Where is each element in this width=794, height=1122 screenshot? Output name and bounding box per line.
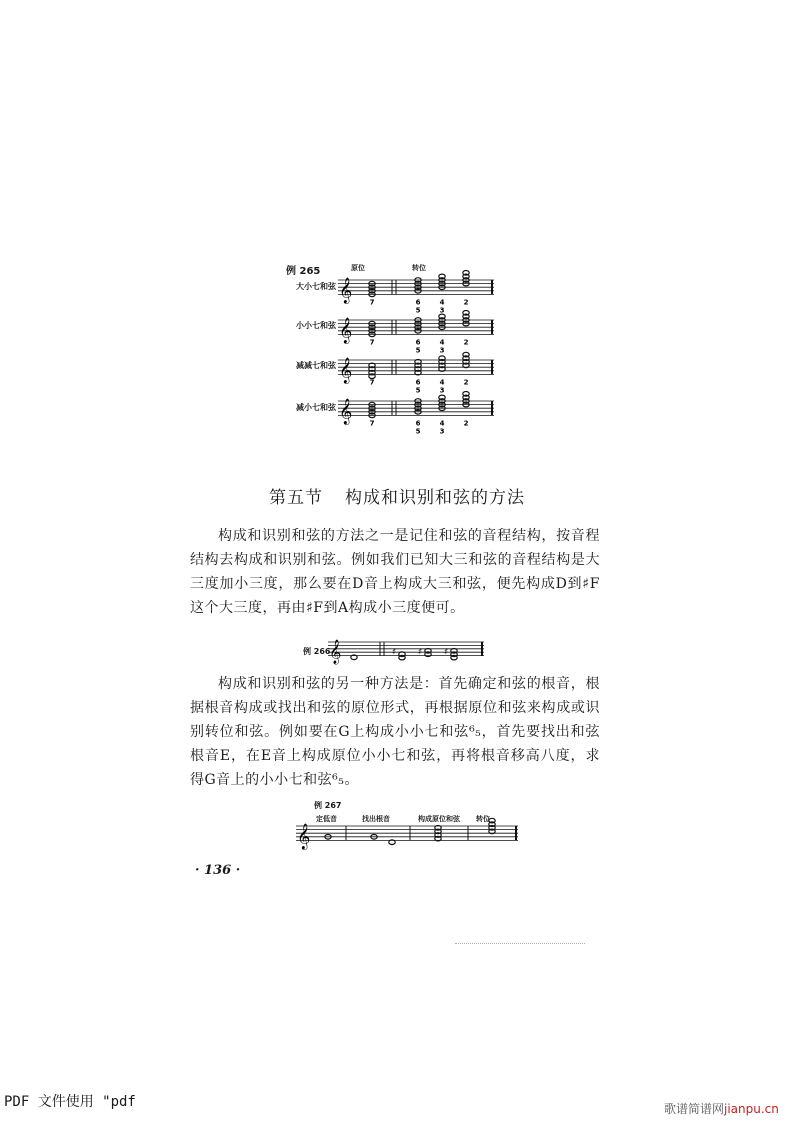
step-4-label: 转位 — [476, 815, 490, 823]
figured-bass-number: 5 — [415, 427, 421, 436]
paragraph-2: 构成和识别和弦的另一种方法是：首先确定和弦的根音，根据根音构成或找出和弦的原位形式，再根据原位和弦来构成或识别转位和弦。例如要在G上构成小小七和弦⁶₅，首先要找出和弦根音E，在E音上构成原位小小七和弦，再将根音移高八度，求得G音上的小小七和弦⁶₅。 — [190, 676, 600, 788]
figured-bass-number: 4 — [439, 419, 445, 428]
treble-clef-icon: 𝄞 — [297, 823, 311, 850]
faint-marks — [455, 943, 585, 945]
figured-bass-number: 6 — [415, 298, 421, 307]
section-heading — [0, 483, 794, 508]
example-267-label: 例 267 — [314, 801, 342, 810]
figured-bass-number: 6 — [415, 378, 421, 387]
figured-bass-number: 5 — [415, 346, 421, 355]
figured-bass-number: 3 — [439, 306, 445, 315]
figured-bass-number: 4 — [439, 298, 445, 307]
figured-bass-number: 7 — [369, 378, 375, 387]
paragraph-1: 构成和识别和弦的方法之一是记住和弦的音程结构，按音程结构去构成和识别和弦。例如我们已知大三和弦的音程结构是大三度加小三度，那么要在D音上构成大三和弦，便先构成D到♯F这个大三度，再由♯F到A构成小三度便可。 — [190, 528, 600, 616]
sharp-icon: ♯ — [418, 647, 423, 658]
figured-bass-number: 2 — [463, 338, 469, 347]
treble-clef-icon: 𝄞 — [339, 357, 353, 384]
row-label-diminished-seventh: 减减七和弦 — [296, 361, 336, 370]
figured-bass-number: 2 — [463, 378, 469, 387]
example-266-label: 例 266 — [303, 647, 331, 656]
example-267-staff — [296, 822, 522, 854]
figured-bass-number: 5 — [415, 386, 421, 395]
sharp-icon: ♯ — [392, 647, 397, 658]
figured-bass-number: 5 — [415, 306, 421, 315]
example-265-staves — [338, 270, 498, 440]
treble-clef-icon: 𝄞 — [339, 317, 353, 344]
treble-clef-icon: 𝄞 — [339, 398, 353, 425]
figured-bass-number: 4 — [439, 338, 445, 347]
col-inversions-label: 转位 — [412, 264, 426, 272]
example-265-label: 例 265 — [286, 266, 321, 277]
step-3-label: 构成原位和弦 — [418, 815, 460, 823]
figured-bass-number: 7 — [369, 338, 375, 347]
sharp-icon: ♯ — [444, 647, 449, 658]
figured-bass-number: 3 — [439, 346, 445, 355]
figured-bass-number: 2 — [463, 298, 469, 307]
figured-bass-number: 3 — [439, 427, 445, 436]
watermark-url: jianpu.cn — [724, 1102, 779, 1116]
figured-bass-number: 2 — [463, 419, 469, 428]
step-1-label: 定低音 — [316, 815, 337, 823]
figured-bass-number: 7 — [369, 298, 375, 307]
footer-pdf-note: PDF 文件使用 "pdf — [4, 1094, 136, 1110]
figured-bass-number: 4 — [439, 378, 445, 387]
step-2-label: 找出根音 — [362, 815, 390, 823]
section-number: 第五节 — [269, 488, 323, 508]
figured-bass-number: 6 — [415, 419, 421, 428]
row-label-minor-minor-seventh: 小小七和弦 — [296, 321, 336, 330]
treble-clef-icon: 𝄞 — [329, 638, 342, 664]
section-title: 构成和识别和弦的方法 — [345, 488, 525, 508]
watermark-site-name: 歌谱简谱网 — [664, 1102, 725, 1116]
figured-bass-number: 3 — [439, 386, 445, 395]
figured-bass-number: 6 — [415, 338, 421, 347]
row-label-half-diminished-seventh: 减小七和弦 — [296, 403, 336, 412]
figured-bass-number: 7 — [369, 419, 375, 428]
example-266-staff — [328, 638, 488, 668]
treble-clef-icon: 𝄞 — [339, 277, 353, 304]
row-label-major-minor-seventh: 大小七和弦 — [296, 282, 336, 291]
col-original-label: 原位 — [351, 264, 365, 272]
footer-watermark — [664, 1100, 779, 1117]
page-number: · 136 · — [195, 863, 241, 878]
